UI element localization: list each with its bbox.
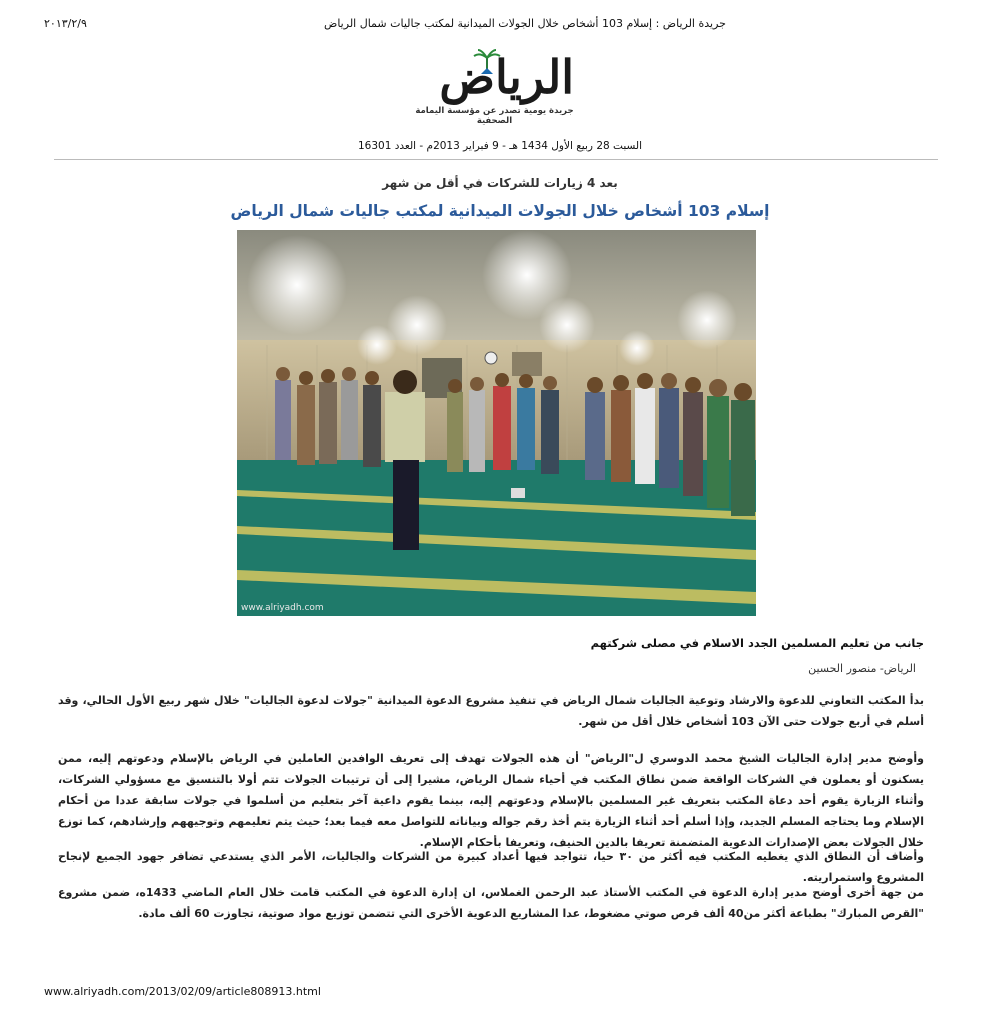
article-photo (237, 230, 756, 616)
article-paragraph-2: وأوضح مدير إدارة الجاليات الشيخ محمد الدوسري ل"الرياض" أن هذه الجولات تهدف إلى تعريف الوافدين العاملين في الرياض بالإسلام ودعوتهم إليه، ممن يسكنون أو يعملون في الشركات الواقعة ضمن نطاق المكتب في أحياء شمال الرياض، مشيرا إلى أن ترتيبات الجولات تتم أولا بالتنسيق مع مسؤولي الشركات، وأثناء الزيارة يقوم أحد دعاة المكتب بتعريف غير المسلمين بالإسلام ودعوتهم إليه، بينما يقوم داعية آخر بتعليم من أسلموا في جولات سابقة عددا من أحكام الإسلام وما يحتاجه المسلم الجديد، وإذا أسلم أحد أثناء الزيارة يتم أخذ رقم جواله وبياناته للتواصل معه فيما بعد؛ حيث يتم تعليمهم وتوجيههم وإرشادهم، كما توزع خلال الجولات بعض الإصدارات الدعوية المتضمنة تعريفا بالدين الحنيف، وتعريفا بأحكام الإسلام. (58, 752, 924, 849)
header-divider (54, 159, 938, 160)
masthead-tagline: جريدة يومية تصدر عن مؤسسة اليمامة الصحفية (415, 106, 574, 126)
masthead-logo-text: الرياض (439, 50, 574, 104)
photo-caption: جانب من تعليم المسلمين الجدد الاسلام في مصلى شركتهم (590, 636, 924, 650)
article-kicker: بعد 4 زيارات للشركات في أقل من شهر (382, 176, 618, 190)
article-byline: الرياض- منصور الحسين (808, 662, 916, 675)
article-paragraph-1: بدأ المكتب التعاوني للدعوة والارشاد وتوعية الجاليات شمال الرياض في تنفيذ مشروع الدعوة الميدانية "جولات لدعوة الجاليات" خلال شهر ربيع الأول الحالي، وقد أسلم في أربع جولات حتى الآن 103 أشخاص خلال أقل من شهر. (58, 694, 924, 728)
article-headline: إسلام 103 أشخاص خلال الجولات الميدانية لمكتب جاليات شمال الرياض (230, 202, 770, 220)
print-date: ٢٠١٣/٢/٩ (44, 17, 87, 30)
article-paragraph-3: وأضاف أن النطاق الذي يغطيه المكتب فيه أكثر من ٣٠ حيا، تتواجد فيها أعداد كبيرة من الشركات والجاليات، الأمر الذي يستدعي تضافر جهود الجميع لإنجاح المشروع واستمراريته. (58, 850, 924, 884)
article-paragraph-4: من جهة أخرى أوضح مدير إدارة الدعوة في المكتب الأستاذ عبد الرحمن الغملاس، ان إدارة الدعوة في المكتب قامت خلال العام الماضي 1433ه، ضمن مشروع "القرص المبارك" بطباعة أكثر من40 ألف قرص صوتي مضغوط، عدا المشاريع الدعوية الأخرى التي تتضمن توزيع مواد صوتية، تجاوزت 60 ألف مادة. (58, 886, 924, 920)
footer-url: www.alriyadh.com/2013/02/09/article808913.html (44, 985, 321, 998)
print-header-title: جريدة الرياض : إسلام 103 أشخاص خلال الجولات الميدانية لمكتب جاليات شمال الرياض (324, 17, 726, 30)
photo-watermark: www.alriyadh.com (241, 603, 324, 613)
masthead-logo (412, 48, 582, 126)
issue-line: السبت 28 ربيع الأول 1434 هـ - 9 فبراير 2013م - العدد 16301 (357, 140, 642, 152)
prayer-hall-scene (237, 230, 756, 616)
